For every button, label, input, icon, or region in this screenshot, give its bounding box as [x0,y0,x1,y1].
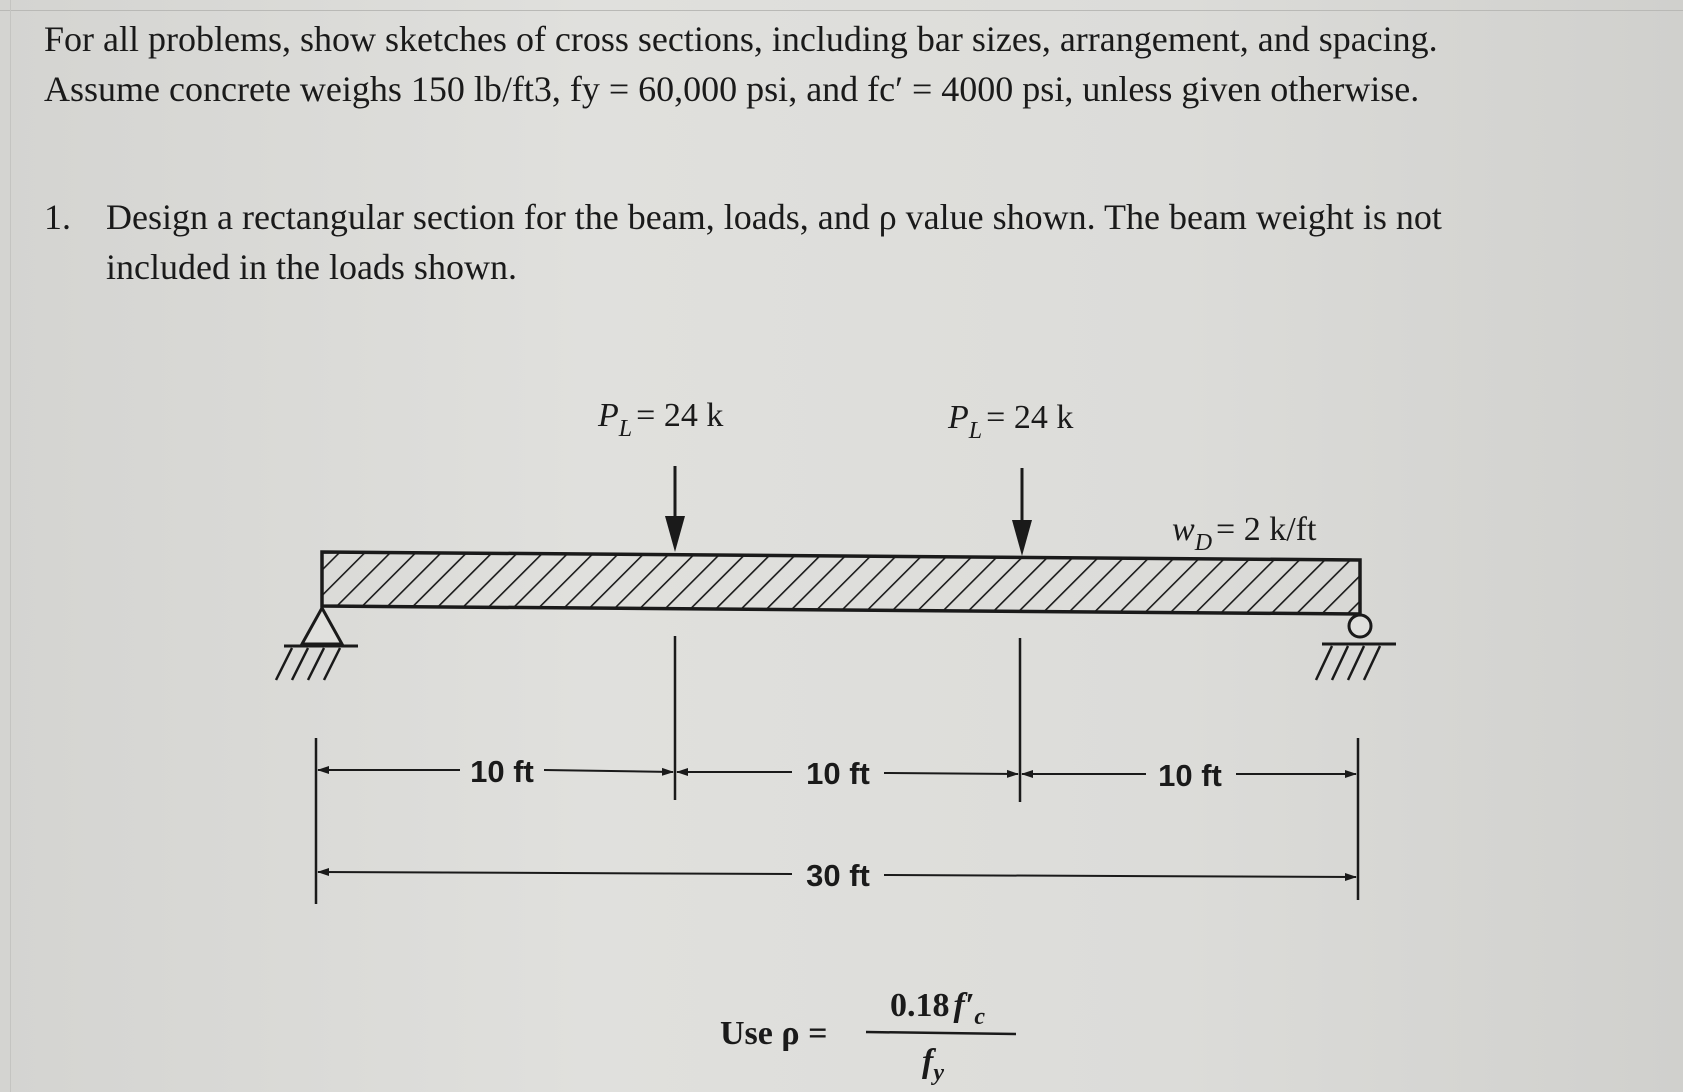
numerator-var: f′ [953,987,975,1024]
distributed-value: = 2 k/ft [1216,511,1317,548]
numerator-coef: 0.18 [890,987,950,1024]
load-1-subscript: L [618,416,633,442]
formula-denominator [922,1043,944,1086]
load-2-subscript: L [968,418,983,444]
load-2-symbol: P [948,399,969,436]
distributed-load-label [1172,511,1317,556]
formula-prefix: Use ρ = [720,1015,828,1052]
load-label-1 [597,397,723,442]
rho-formula [720,987,1016,1086]
problem-line-1: Design a rectangular section for the beam, loads, and ρ value shown. The beam weight is not [106,197,1442,237]
problem-line-2: included in the loads shown. [106,247,517,287]
load-2-value: = 24 k [986,399,1074,436]
load-arrow-2 [1012,468,1032,556]
formula-numerator [890,987,985,1030]
beam [322,552,1360,614]
load-1-value: = 24 k [636,397,724,434]
span-dimension-2 [677,756,1018,791]
distributed-symbol: w [1172,511,1195,548]
pin-support [276,608,358,680]
denominator-sub: y [933,1060,944,1086]
roller-support [1316,615,1396,680]
load-arrow-1 [665,466,685,552]
numerator-sub: c [974,1004,986,1030]
load-label-2 [947,399,1073,444]
span-label-2: 10 ft [806,756,870,791]
span-label-1: 10 ft [470,754,534,789]
total-span-label: 30 ft [806,858,870,893]
distributed-subscript: D [1194,530,1213,556]
span-dimension-3 [1022,758,1356,793]
intro-line-1: For all problems, show sketches of cross sections, including bar sizes, arrangement, and spacing. [44,19,1438,59]
total-dimension [318,858,1356,893]
load-1-symbol: P [598,397,619,434]
intro-line-2: Assume concrete weighs 150 lb/ft3, fy = 60,000 psi, and fc′ = 4000 psi, unless given otherwise. [44,69,1420,109]
problem-number: 1. [44,197,71,237]
span-dimension-1 [318,754,673,789]
span-label-3: 10 ft [1158,758,1222,793]
denominator-var: f [922,1043,934,1080]
fraction-bar [866,1032,1016,1034]
